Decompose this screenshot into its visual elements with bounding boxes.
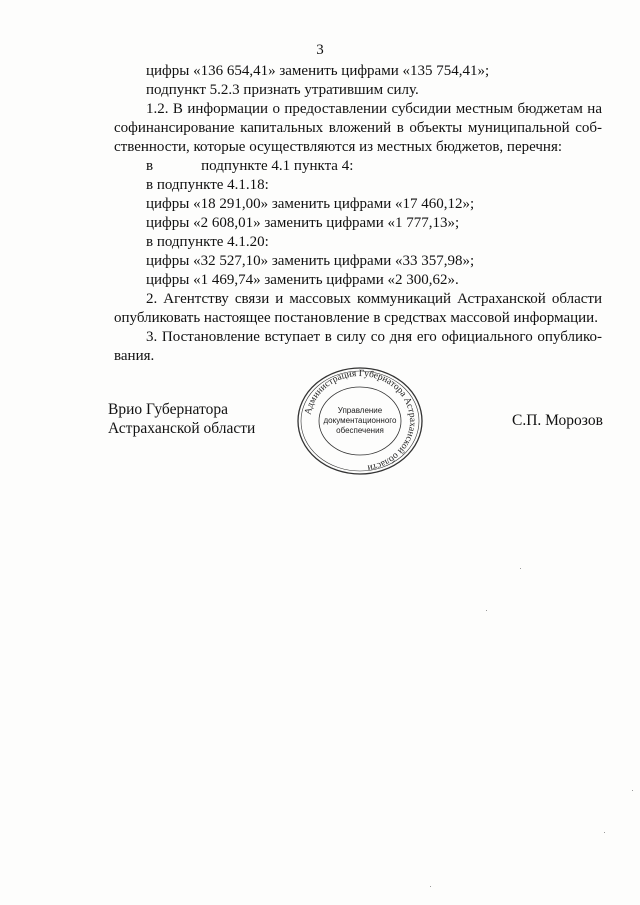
scan-speck: [520, 568, 521, 569]
document-body: [114, 62, 602, 366]
seal-ring-text: Администрация Губернатора Астраханской области: [303, 368, 418, 473]
seal-center-text: [322, 406, 398, 436]
text-line: ственности, которые осуществляются из местных бюджетов, перечня:: [114, 139, 563, 155]
text-line: цифры «32 527,10» заменить цифрами «33 357,98»;: [146, 253, 475, 269]
text-line: [114, 157, 602, 176]
text-line: 2. Агентству связи и массовых коммуникаций Астраханской области: [146, 291, 602, 307]
signatory-title-line: Врио Губернатора: [108, 401, 228, 418]
scan-speck: [604, 832, 605, 833]
text-fragment: в: [146, 158, 154, 174]
text-line: софинансирование капитальных вложений в объекты муниципальной соб-: [114, 120, 602, 136]
seal-center-line: документационного: [323, 416, 397, 425]
signatory-title-line: Астраханской области: [108, 420, 256, 437]
text-line: цифры «2 608,01» заменить цифрами «1 777,13»;: [146, 215, 460, 231]
text-line: в подпункте 4.1.18:: [146, 177, 269, 193]
seal-center-line: обеспечения: [336, 426, 384, 435]
text-line: в подпункте 4.1.20:: [146, 234, 269, 250]
text-line: 1.2. В информации о предоставлении субсидии местным бюджетам на: [146, 101, 602, 117]
text-line: цифры «18 291,00» заменить цифрами «17 460,12»;: [146, 196, 475, 212]
text-line: цифры «136 654,41» заменить цифрами «135 754,41»;: [146, 63, 490, 79]
page-number: 3: [316, 42, 324, 58]
text-line: опубликовать настоящее постановление в средствах массовой информации.: [114, 310, 598, 326]
seal-center-line: Управление: [337, 406, 383, 415]
official-seal: [296, 366, 424, 476]
scan-speck: [632, 790, 633, 791]
text-line: подпункт 5.2.3 признать утратившим силу.: [146, 82, 419, 98]
signatory-title: [108, 400, 255, 438]
scan-speck: [486, 610, 487, 611]
text-line: 3. Постановление вступает в силу со дня его официального опублико-: [146, 329, 602, 345]
signatory-name: С.П. Морозов: [512, 412, 603, 429]
text-line: цифры «1 469,74» заменить цифрами «2 300,62».: [146, 272, 459, 288]
text-fragment: подпункте 4.1 пункта 4:: [201, 158, 354, 174]
scan-speck: [430, 886, 431, 887]
text-line: вания.: [114, 348, 155, 364]
